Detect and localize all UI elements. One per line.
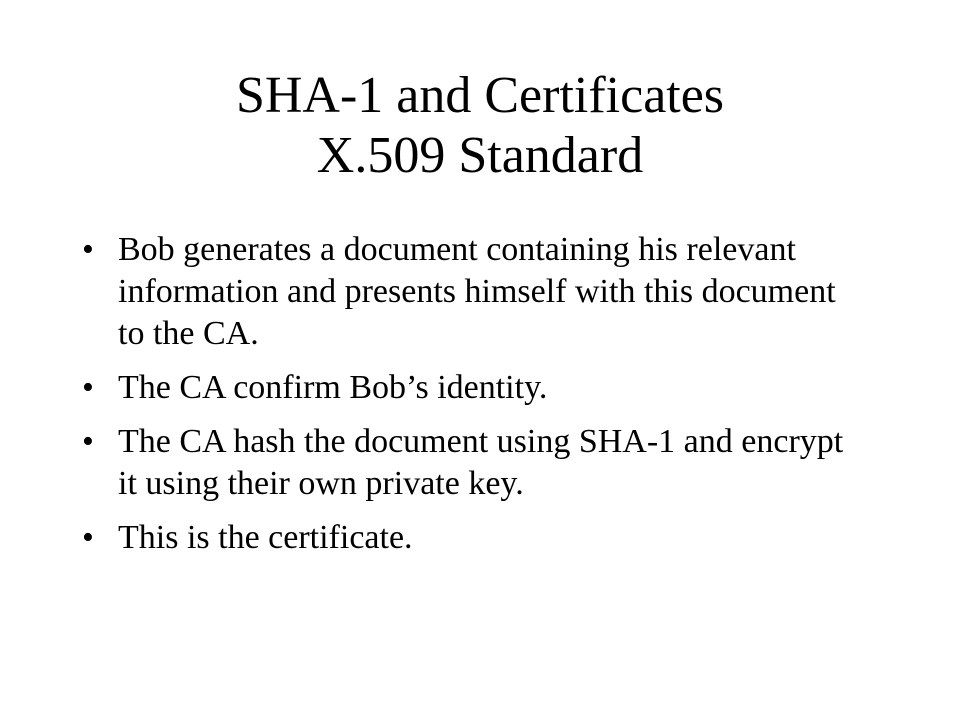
bullet-marker: •	[82, 231, 94, 268]
bullet-marker: •	[82, 369, 94, 406]
bullet-item	[82, 367, 862, 409]
bullet-marker: •	[82, 423, 94, 460]
bullet-list	[82, 229, 862, 571]
title-line-2: X.509 Standard	[316, 127, 644, 184]
bullet-text: The CA confirm Bob’s identity.	[118, 369, 548, 406]
bullet-item	[82, 517, 862, 559]
title-line-1: SHA-1 and Certificates	[235, 67, 725, 124]
slide-title	[0, 66, 960, 186]
bullet-text: This is the certificate.	[118, 519, 413, 556]
bullet-text: Bob generates a document containing his relevant information and presents himself with this document to the CA.	[118, 231, 836, 352]
bullet-item	[82, 229, 862, 355]
bullet-item	[82, 421, 862, 505]
bullet-marker: •	[82, 519, 94, 556]
bullet-text: The CA hash the document using SHA-1 and encrypt it using their own private key.	[118, 423, 844, 502]
